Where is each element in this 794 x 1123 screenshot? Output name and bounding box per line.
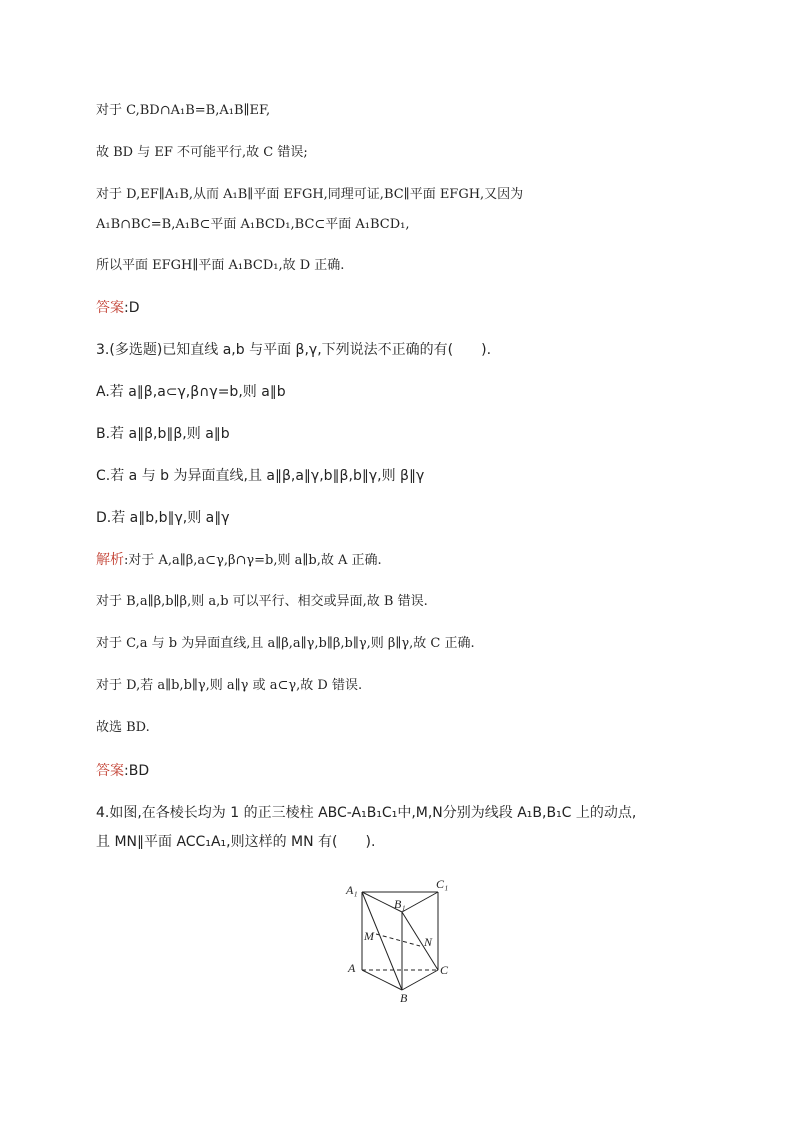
label-C: C — [440, 963, 449, 977]
answer-label: 答案 — [96, 300, 124, 316]
q3-analysis-2: 对于 B,a∥β,b∥β,则 a,b 可以平行、相交或异面,故 B 错误. — [96, 594, 428, 609]
q3-analysis-1 — [96, 551, 382, 570]
q4-stem-2: 且 MN∥平面 ACC₁A₁,则这样的 MN 有( ). — [96, 834, 376, 850]
q3-stem: 3.(多选题)已知直线 a,b 与平面 β,γ,下列说法不正确的有( ). — [96, 342, 492, 358]
label-B: B — [400, 991, 408, 1005]
label-M: M — [364, 929, 374, 943]
line-d-3: 所以平面 EFGH∥平面 A₁BCD₁,故 D 正确. — [96, 258, 345, 273]
answer-value: :BD — [124, 763, 150, 779]
q3-option-a: A.若 a∥β,a⊂γ,β∩γ=b,则 a∥b — [96, 384, 286, 400]
analysis-text: :对于 A,a∥β,a⊂γ,β∩γ=b,则 a∥b,故 A 正确. — [124, 553, 382, 568]
label-C1: C₁ — [436, 878, 449, 891]
q4-stem-1: 4.如图,在各棱长均为 1 的正三棱柱 ABC-A₁B₁C₁中,M,N分别为线段 A₁B,B₁C 上的动点, — [96, 805, 637, 821]
q3-option-b: B.若 a∥β,b∥β,则 a∥b — [96, 426, 230, 442]
label-B1: B₁ — [394, 897, 406, 911]
line-c-2: 故 BD 与 EF 不可能平行,故 C 错误; — [96, 145, 308, 160]
answer-label: 答案 — [96, 763, 124, 779]
line-c-1: 对于 C,BD∩A₁B=B,A₁B∥EF, — [96, 103, 271, 118]
q3-analysis-5: 故选 BD. — [96, 720, 150, 735]
q3-option-c: C.若 a 与 b 为异面直线,且 a∥β,a∥γ,b∥β,b∥γ,则 β∥γ — [96, 468, 425, 484]
analysis-label: 解析 — [96, 552, 124, 568]
q3-analysis-4: 对于 D,若 a∥b,b∥γ,则 a∥γ 或 a⊂γ,故 D 错误. — [96, 678, 363, 693]
q3-analysis-3: 对于 C,a 与 b 为异面直线,且 a∥β,a∥γ,b∥β,b∥γ,则 β∥γ,故 C 正确. — [96, 636, 475, 651]
line-d-1: 对于 D,EF∥A₁B,从而 A₁B∥平面 EFGH,同理可证,BC∥平面 EFGH,又因为 — [96, 187, 524, 202]
answer-value: :D — [124, 300, 140, 316]
answer-2 — [96, 762, 149, 780]
answer-1 — [96, 299, 140, 317]
line-d-2: A₁B∩BC=B,A₁B⊂平面 A₁BCD₁,BC⊂平面 A₁BCD₁, — [96, 217, 410, 232]
label-A: A — [348, 961, 356, 975]
label-N: N — [424, 935, 433, 949]
label-A1: A₁ — [346, 883, 358, 897]
prism-figure — [340, 878, 460, 1006]
q3-option-d: D.若 a∥b,b∥γ,则 a∥γ — [96, 510, 230, 526]
